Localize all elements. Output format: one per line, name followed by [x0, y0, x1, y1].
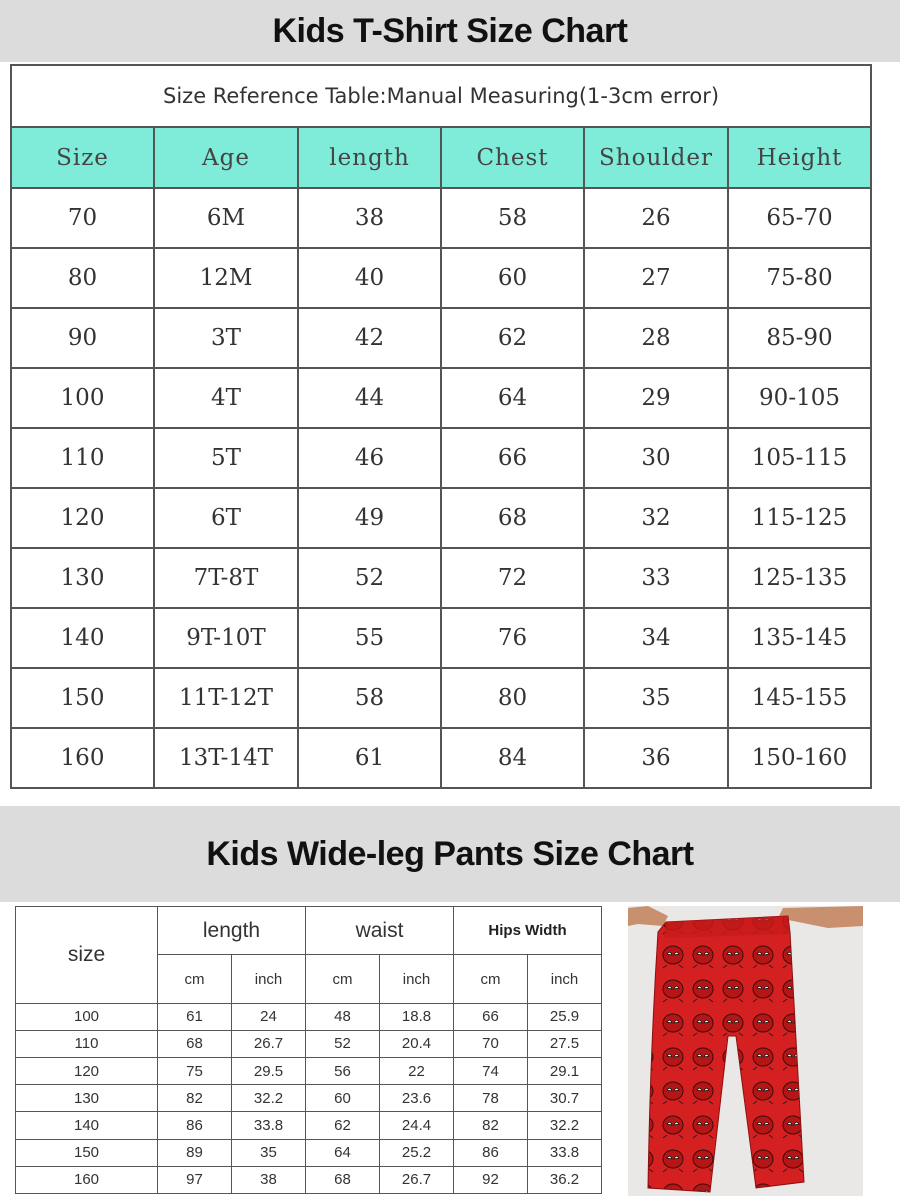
pants-cell: 62 [306, 1112, 380, 1139]
pants-photo-image [628, 906, 863, 1196]
pants-cell: 68 [158, 1030, 232, 1057]
tshirt-cell-length: 61 [298, 728, 441, 788]
pants-cell: 75 [158, 1058, 232, 1085]
tshirt-table-caption: Size Reference Table:Manual Measuring(1-3cm error) [11, 65, 871, 127]
table-row [16, 1003, 602, 1030]
tshirt-cell-shoulder: 34 [584, 608, 728, 668]
pants-cell: 25.2 [380, 1139, 454, 1166]
pants-cell: 60 [306, 1085, 380, 1112]
tshirt-cell-height: 125-135 [728, 548, 871, 608]
tshirt-cell-shoulder: 29 [584, 368, 728, 428]
pants-cell: 27.5 [528, 1030, 602, 1057]
tshirt-cell-chest: 62 [441, 308, 584, 368]
table-row [16, 1112, 602, 1139]
table-row [11, 368, 871, 428]
pants-cell: 29.5 [232, 1058, 306, 1085]
pants-unit-header: cm [454, 955, 528, 1003]
tshirt-cell-shoulder: 30 [584, 428, 728, 488]
tshirt-cell-length: 40 [298, 248, 441, 308]
pants-product-photo [628, 906, 863, 1196]
tshirt-cell-shoulder: 32 [584, 488, 728, 548]
tshirt-cell-height: 150-160 [728, 728, 871, 788]
pants-cell: 56 [306, 1058, 380, 1085]
pants-cell: 36.2 [528, 1166, 602, 1193]
tshirt-cell-chest: 84 [441, 728, 584, 788]
pants-cell: 26.7 [232, 1030, 306, 1057]
tshirt-cell-height: 65-70 [728, 188, 871, 248]
pants-unit-header: cm [306, 955, 380, 1003]
pants-cell: 24 [232, 1003, 306, 1030]
pants-cell: 100 [16, 1003, 158, 1030]
pants-cell: 52 [306, 1030, 380, 1057]
pants-cell: 30.7 [528, 1085, 602, 1112]
tshirt-cell-size: 120 [11, 488, 154, 548]
pants-cell: 25.9 [528, 1003, 602, 1030]
tshirt-cell-length: 42 [298, 308, 441, 368]
tshirt-cell-shoulder: 33 [584, 548, 728, 608]
tshirt-cell-height: 105-115 [728, 428, 871, 488]
table-row [16, 1166, 602, 1193]
pants-cell: 140 [16, 1112, 158, 1139]
pants-cell: 150 [16, 1139, 158, 1166]
tshirt-cell-length: 46 [298, 428, 441, 488]
tshirt-cell-age: 7T-8T [154, 548, 298, 608]
tshirt-cell-chest: 72 [441, 548, 584, 608]
pants-cell: 92 [454, 1166, 528, 1193]
table-row [11, 488, 871, 548]
tshirt-cell-size: 90 [11, 308, 154, 368]
tshirt-cell-age: 6T [154, 488, 298, 548]
tshirt-cell-length: 44 [298, 368, 441, 428]
tshirt-cell-shoulder: 28 [584, 308, 728, 368]
tshirt-cell-length: 58 [298, 668, 441, 728]
table-row [11, 428, 871, 488]
pants-cell: 78 [454, 1085, 528, 1112]
tshirt-cell-size: 160 [11, 728, 154, 788]
tshirt-cell-size: 130 [11, 548, 154, 608]
tshirt-cell-shoulder: 27 [584, 248, 728, 308]
tshirt-col-header-age: Age [154, 127, 298, 188]
pants-cell: 110 [16, 1030, 158, 1057]
tshirt-cell-height: 90-105 [728, 368, 871, 428]
pants-cell: 20.4 [380, 1030, 454, 1057]
table-row [16, 1085, 602, 1112]
pants-cell: 68 [306, 1166, 380, 1193]
tshirt-cell-height: 85-90 [728, 308, 871, 368]
pants-cell: 82 [454, 1112, 528, 1139]
pants-cell: 120 [16, 1058, 158, 1085]
pants-cell: 82 [158, 1085, 232, 1112]
pants-cell: 24.4 [380, 1112, 454, 1139]
tshirt-cell-length: 55 [298, 608, 441, 668]
table-row [11, 248, 871, 308]
pants-cell: 61 [158, 1003, 232, 1030]
tshirt-cell-chest: 64 [441, 368, 584, 428]
tshirt-cell-age: 6M [154, 188, 298, 248]
tshirt-cell-height: 145-155 [728, 668, 871, 728]
tshirt-cell-size: 70 [11, 188, 154, 248]
pants-size-header: size [16, 907, 158, 1004]
table-row [11, 548, 871, 608]
tshirt-cell-age: 9T-10T [154, 608, 298, 668]
tshirt-cell-size: 100 [11, 368, 154, 428]
tshirt-col-header-size: Size [11, 127, 154, 188]
pants-cell: 97 [158, 1166, 232, 1193]
tshirt-cell-chest: 58 [441, 188, 584, 248]
tshirt-cell-age: 12M [154, 248, 298, 308]
tshirt-cell-length: 38 [298, 188, 441, 248]
tshirt-col-header-chest: Chest [441, 127, 584, 188]
pants-cell: 89 [158, 1139, 232, 1166]
tshirt-cell-size: 110 [11, 428, 154, 488]
tshirt-cell-chest: 76 [441, 608, 584, 668]
tshirt-chart-title: Kids T-Shirt Size Chart [0, 0, 900, 62]
tshirt-col-header-height: Height [728, 127, 871, 188]
pants-cell: 29.1 [528, 1058, 602, 1085]
tshirt-cell-age: 4T [154, 368, 298, 428]
pants-cell: 33.8 [232, 1112, 306, 1139]
table-row [16, 1139, 602, 1166]
tshirt-col-header-length: length [298, 127, 441, 188]
pants-unit-header: inch [232, 955, 306, 1003]
pants-cell: 32.2 [232, 1085, 306, 1112]
tshirt-cell-age: 13T-14T [154, 728, 298, 788]
pants-cell: 86 [158, 1112, 232, 1139]
table-row [11, 668, 871, 728]
tshirt-col-header-shoulder: Shoulder [584, 127, 728, 188]
tshirt-cell-length: 49 [298, 488, 441, 548]
table-row [11, 188, 871, 248]
pants-cell: 160 [16, 1166, 158, 1193]
pants-length-header: length [158, 907, 306, 955]
pants-cell: 22 [380, 1058, 454, 1085]
pants-cell: 48 [306, 1003, 380, 1030]
table-row [16, 1030, 602, 1057]
tshirt-cell-length: 52 [298, 548, 441, 608]
pants-cell: 70 [454, 1030, 528, 1057]
pants-unit-header: inch [528, 955, 602, 1003]
pants-waist-header: waist [306, 907, 454, 955]
pants-cell: 86 [454, 1139, 528, 1166]
pants-chart-title: Kids Wide-leg Pants Size Chart [0, 806, 900, 902]
tshirt-cell-chest: 66 [441, 428, 584, 488]
pants-cell: 23.6 [380, 1085, 454, 1112]
pants-unit-header: inch [380, 955, 454, 1003]
table-row [11, 728, 871, 788]
table-row [16, 1058, 602, 1085]
tshirt-size-table [10, 64, 872, 789]
tshirt-cell-chest: 60 [441, 248, 584, 308]
tshirt-cell-shoulder: 35 [584, 668, 728, 728]
tshirt-cell-age: 3T [154, 308, 298, 368]
tshirt-cell-height: 135-145 [728, 608, 871, 668]
tshirt-cell-height: 75-80 [728, 248, 871, 308]
pants-cell: 64 [306, 1139, 380, 1166]
tshirt-cell-shoulder: 36 [584, 728, 728, 788]
table-row [11, 608, 871, 668]
tshirt-cell-age: 5T [154, 428, 298, 488]
tshirt-cell-height: 115-125 [728, 488, 871, 548]
pants-unit-header: cm [158, 955, 232, 1003]
pants-cell: 38 [232, 1166, 306, 1193]
table-row [11, 308, 871, 368]
pants-cell: 66 [454, 1003, 528, 1030]
tshirt-cell-chest: 80 [441, 668, 584, 728]
tshirt-cell-chest: 68 [441, 488, 584, 548]
pants-cell: 130 [16, 1085, 158, 1112]
pants-hips-header: Hips Width [454, 907, 602, 955]
pants-cell: 18.8 [380, 1003, 454, 1030]
tshirt-cell-age: 11T-12T [154, 668, 298, 728]
tshirt-cell-size: 140 [11, 608, 154, 668]
tshirt-cell-shoulder: 26 [584, 188, 728, 248]
pants-cell: 74 [454, 1058, 528, 1085]
pants-cell: 32.2 [528, 1112, 602, 1139]
pants-size-table [15, 906, 602, 1194]
pants-cell: 26.7 [380, 1166, 454, 1193]
tshirt-cell-size: 150 [11, 668, 154, 728]
pants-cell: 35 [232, 1139, 306, 1166]
tshirt-cell-size: 80 [11, 248, 154, 308]
pants-cell: 33.8 [528, 1139, 602, 1166]
